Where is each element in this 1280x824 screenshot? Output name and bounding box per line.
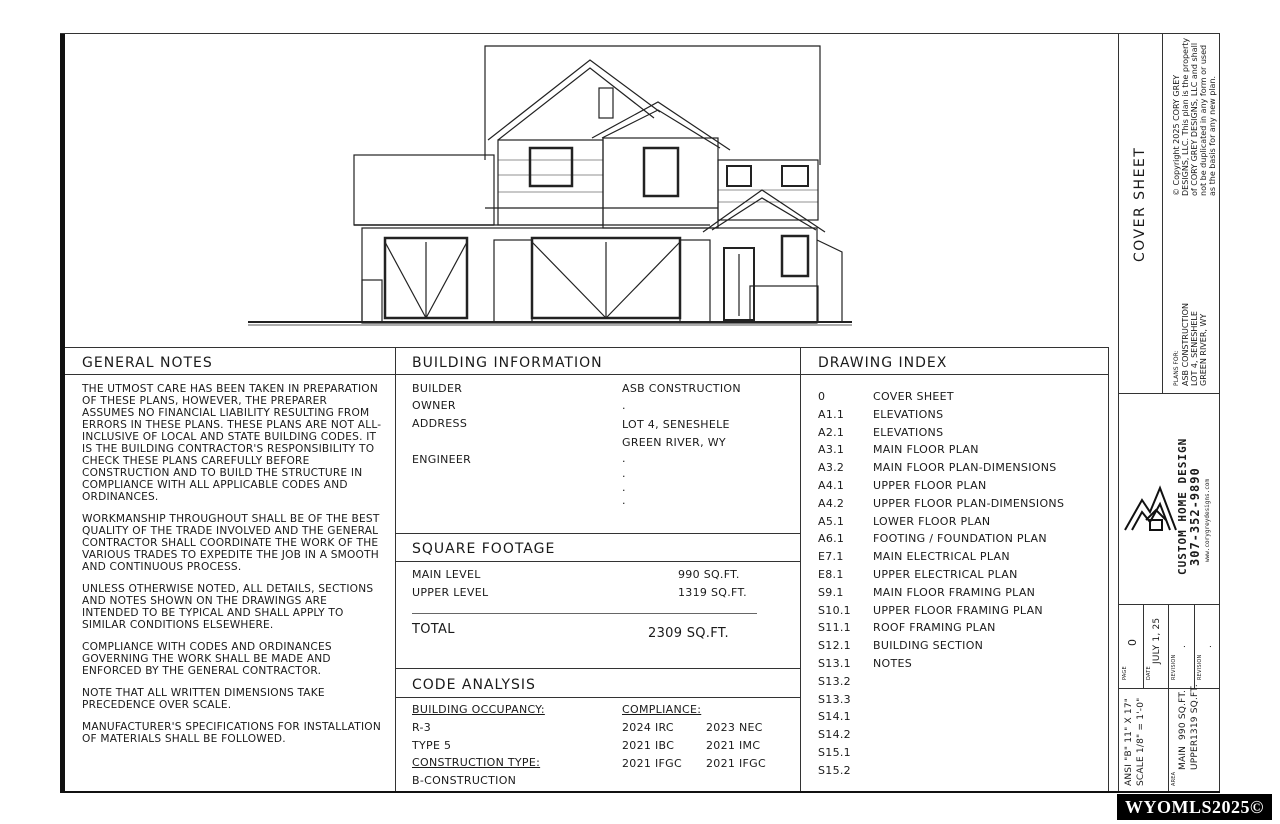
occupancy-label: BUILDING OCCUPANCY:	[412, 703, 545, 716]
drawing-index-title-item: UPPER FLOOR PLAN-DIMENSIONS	[873, 496, 1065, 510]
titleblock-divider-1	[1118, 393, 1220, 394]
drawing-index-title-item: ELEVATIONS	[873, 425, 944, 439]
code-analysis-title: CODE ANALYSIS	[412, 677, 536, 693]
address-label: ADDRESS	[412, 417, 468, 430]
total-label: TOTAL	[412, 622, 455, 637]
drawing-index-number: A6.1	[818, 532, 845, 546]
general-notes-title: GENERAL NOTES	[82, 355, 213, 371]
drawing-index-number: S15.2	[818, 763, 851, 777]
scale-line-2: SCALE 1/8" = 1'-0"	[1136, 697, 1146, 786]
area-main-label: MAIN	[1178, 745, 1188, 770]
area-upper-value: 1319 SQ.FT.	[1190, 684, 1200, 740]
drawing-index-title-item: NOTES	[873, 657, 913, 670]
drawing-index-title-item: MAIN ELECTRICAL PLAN	[873, 550, 1010, 564]
engineer-label: ENGINEER	[412, 453, 472, 466]
company-website: www.corygreydesigns.com	[1204, 478, 1211, 562]
project-block	[1172, 303, 1208, 386]
project-line-2: LOT 4, SENESHELE	[1190, 311, 1199, 386]
drawing-index-title-item: ROOF FRAMING PLAN	[873, 621, 996, 635]
drawing-index-title-item: MAIN FLOOR PLAN	[873, 443, 979, 457]
revision-label-1: REVISION	[1171, 654, 1177, 680]
copyright-line-1: © Copyright 2025 CORY GREY	[1172, 74, 1181, 196]
mls-watermark: WYOMLS2025©	[1117, 794, 1272, 820]
occupancy-value: R-3	[412, 721, 432, 734]
drawing-index-number: S14.1	[818, 710, 851, 724]
pd-col-3	[1194, 604, 1195, 688]
drawing-index-title-item: COVER SHEET	[873, 390, 954, 403]
copyright-notice	[1172, 38, 1217, 196]
sheet-title: COVER SHEET	[1132, 146, 1148, 262]
header-underline	[65, 374, 1108, 375]
code-header-underline	[395, 697, 800, 698]
drawing-index-title-item: LOWER FLOOR PLAN	[873, 514, 991, 528]
drawing-index-title-item: UPPER ELECTRICAL PLAN	[873, 568, 1018, 581]
drawing-index-number: E8.1	[818, 568, 844, 581]
drawing-index-title: DRAWING INDEX	[818, 355, 948, 371]
drawing-index-number: S15.1	[818, 746, 851, 759]
scale-line-1: ANSI "B" 11" X 17"	[1124, 697, 1134, 786]
company-phone: 307-352-9890	[1188, 467, 1202, 566]
drawing-index-number: S10.1	[818, 603, 851, 617]
drawing-index-number: S14.2	[818, 728, 851, 742]
scale-area-divider	[1168, 688, 1169, 791]
drawing-index-number: S12.1	[818, 639, 851, 653]
compliance-ibc: 2021 IBC	[622, 739, 675, 752]
drawing-index-number: S13.3	[818, 692, 851, 706]
date-value: JULY 1, 25	[1152, 617, 1162, 664]
pd-col-2	[1168, 604, 1169, 688]
builder-value: ASB CONSTRUCTION	[622, 382, 741, 395]
drawing-index-title-item: MAIN FLOOR FRAMING PLAN	[873, 585, 1036, 599]
builder-label: BUILDER	[412, 382, 463, 395]
drawing-index-number: S11.1	[818, 621, 851, 635]
copyright-line-5: as the basis for any new plan.	[1208, 75, 1217, 196]
compliance-label: COMPLIANCE:	[622, 703, 702, 716]
drawing-index-number: A2.1	[818, 425, 845, 439]
general-note-5: NOTE THAT ALL WRITTEN DIMENSIONS TAKE PRECEDENCE OVER SCALE.	[82, 687, 325, 711]
sheet-left-border	[60, 33, 65, 791]
drawing-index-number: A1.1	[818, 407, 845, 421]
engineer-line1: .	[622, 452, 626, 465]
sqft-header-underline	[395, 561, 800, 562]
company-name: CUSTOM HOME DESIGN	[1176, 437, 1189, 575]
front-elevation-drawing	[240, 40, 860, 330]
main-level-label: MAIN LEVEL	[412, 568, 481, 581]
compliance-nec: 2023 NEC	[706, 721, 763, 734]
drawing-index-title-item: BUILDING SECTION	[873, 639, 984, 653]
sheet-top-border	[60, 33, 1220, 34]
general-note-6: MANUFACTURER'S SPECIFICATIONS FOR INSTALLATION OF MATERIALS SHALL BE FOLLOWED.	[82, 721, 381, 745]
copyright-line-3: of CORY GREY DESIGNS, LLC and shall	[1190, 42, 1199, 196]
drawing-index-title-item: UPPER FLOOR PLAN	[873, 479, 987, 492]
revision-value-1: .	[1178, 644, 1188, 648]
project-line-3: GREEN RIVER, WY	[1199, 313, 1208, 386]
copyright-line-4: not be duplicated in any form or used	[1199, 44, 1208, 196]
area-label: AREA	[1171, 771, 1177, 786]
sheet-right-border	[1219, 33, 1220, 791]
drawing-index-number: 0	[818, 390, 826, 403]
titleblock-divider-2	[1118, 604, 1220, 605]
area-upper-label: UPPER	[1190, 739, 1200, 770]
construction-type-value: B-CONSTRUCTION	[412, 774, 517, 787]
drawing-index-title-item: ELEVATIONS	[873, 407, 944, 421]
general-note-1: THE UTMOST CARE HAS BEEN TAKEN IN PREPARATION OF THESE PLANS, HOWEVER, THE PREPARER ASSUMES NO FINANCIAL LIABILITY RESULTING FROM ERRORS IN THESE PLANS. THESE PLANS ARE NOT ALL-INCLUSIVE OF LOCAL AND STATE BUILDING CODES. IT IS THE BUILDING CONTRACTOR'S RESPONSIBILITY TO CHECK THESE PLANS CAREFULLY BEFORE CONSTRUCTION AND TO BUILD THE STRUCTURE IN COMPLIANCE WITH ALL APPLICABLE CODES AND ORDINANCES.	[82, 383, 382, 503]
titleblock-left-rule	[1118, 33, 1119, 791]
sheet-bottom-border	[60, 791, 1220, 793]
sqft-top-rule	[395, 533, 800, 534]
address-line1: LOT 4, SENESHELE	[622, 418, 730, 431]
drawing-index-number: S13.1	[818, 657, 851, 670]
page-value: 0	[1126, 638, 1139, 646]
revision-label-2: REVISION	[1197, 654, 1203, 680]
engineer-line4: .	[622, 494, 626, 507]
main-level-value: 990 SQ.FT.	[678, 568, 740, 581]
titleblock-inner-rule	[1162, 33, 1163, 393]
page-label: PAGE	[1122, 666, 1128, 680]
drawing-index-title-item: FOOTING / FOUNDATION PLAN	[873, 532, 1047, 546]
total-value: 2309 SQ.FT.	[648, 626, 729, 641]
square-footage-title: SQUARE FOOTAGE	[412, 541, 556, 557]
owner-value: .	[622, 399, 626, 412]
drawing-index-number: A4.1	[818, 479, 845, 492]
drawing-index-number: A3.1	[818, 443, 845, 457]
compliance-ifgc-2: 2021 IFGC	[706, 757, 766, 770]
project-line-1: ASB CONSTRUCTION	[1181, 303, 1190, 386]
drawing-index-number: S13.2	[818, 674, 851, 688]
construction-type-label: CONSTRUCTION TYPE:	[412, 756, 541, 769]
building-info-title: BUILDING INFORMATION	[412, 355, 603, 371]
col-divider-2	[800, 347, 801, 791]
pd-col-1	[1143, 604, 1144, 688]
col-divider-1	[395, 347, 396, 791]
general-note-3: UNLESS OTHERWISE NOTED, ALL DETAILS, SECTIONS AND NOTES SHOWN ON THE DRAWINGS ARE INTENDED TO BE TYPICAL AND SHALL APPLY TO SIMILAR CONDITIONS ELSEWHERE.	[82, 583, 374, 631]
owner-label: OWNER	[412, 399, 456, 412]
upper-level-value: 1319 SQ.FT.	[678, 586, 747, 599]
compliance-irc: 2024 IRC	[622, 721, 674, 734]
drawing-index-number: A5.1	[818, 514, 845, 528]
engineer-line3: .	[622, 481, 626, 494]
total-rule	[412, 613, 757, 614]
compliance-imc: 2021 IMC	[706, 739, 761, 752]
code-top-rule	[395, 668, 800, 669]
project-label: PLANS FOR:	[1173, 350, 1180, 386]
general-note-2: WORKMANSHIP THROUGHOUT SHALL BE OF THE BEST QUALITY OF THE TRADE INVOLVED AND THE GENERAL CONTRACTOR SHALL COORDINATE THE WORK OF THE VARIOUS TRADES TO EXPEDITE THE JOB IN A SMOOTH AND CONTINUOUS PROCESS.	[82, 513, 380, 573]
titleblock-divider-3	[1118, 688, 1220, 689]
mountain-house-logo	[1120, 460, 1180, 550]
engineer-line2: .	[622, 467, 626, 480]
upper-level-label: UPPER LEVEL	[412, 586, 489, 599]
drawing-index-number: A3.2	[818, 461, 845, 475]
notes-right-rule	[1108, 347, 1109, 791]
area-main-value: 990 SQ.FT.	[1178, 689, 1188, 740]
notes-top-rule	[65, 347, 1108, 348]
address-line2: GREEN RIVER, WY	[622, 436, 726, 449]
general-notes-body	[82, 383, 382, 755]
drawing-index-title-item: UPPER FLOOR FRAMING PLAN	[873, 603, 1043, 617]
construction-type-value-type: TYPE 5	[412, 739, 452, 752]
drawing-index-number: E7.1	[818, 550, 844, 564]
drawing-index-title-item: MAIN FLOOR PLAN-DIMENSIONS	[873, 461, 1057, 475]
drawing-index-number: A4.2	[818, 496, 845, 510]
copyright-line-2: DESIGNS, LLC. This plan is the property	[1181, 37, 1190, 196]
compliance-ifgc-1: 2021 IFGC	[622, 757, 682, 770]
general-note-4: COMPLIANCE WITH CODES AND ORDINANCES GOVERNING THE WORK SHALL BE MADE AND ENFORCED BY THE GENERAL CONTRACTOR.	[82, 641, 332, 677]
revision-value-2: .	[1204, 644, 1214, 648]
date-label: DATE	[1146, 666, 1152, 680]
drawing-index-number: S9.1	[818, 585, 844, 599]
